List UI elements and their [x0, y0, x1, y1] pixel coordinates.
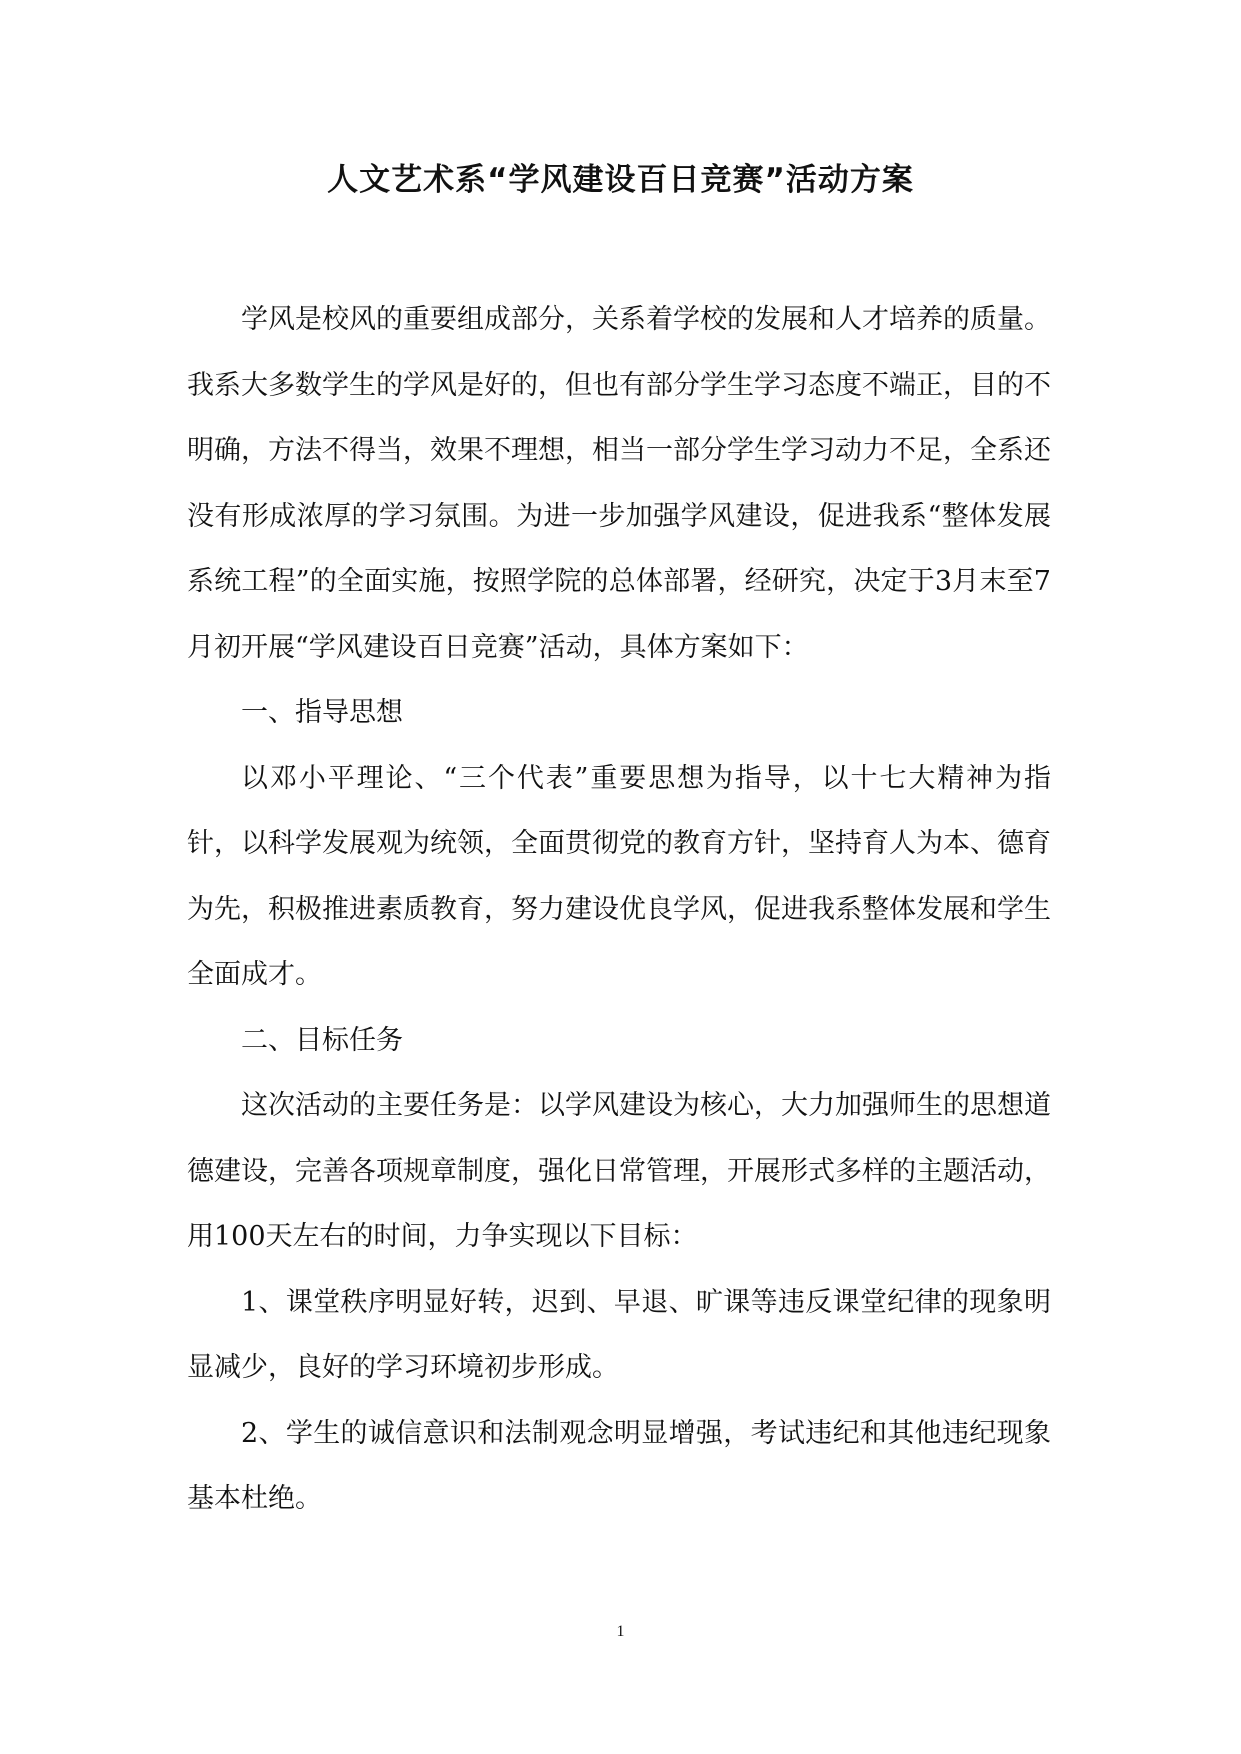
- section-heading-goals: 二、目标任务: [241, 1024, 403, 1056]
- document-body: [187, 287, 1051, 1532]
- guiding-ideology-paragraph: 以邓小平理论、“三个代表”重要思想为指导，以十七大精神为指针，以科学发展观为统领，全面贯彻党的教育方针，坚持育人为本、德育为先，积极推进素质教育，努力建设优良学风，促进我系整体发展和学生全面成才。: [187, 762, 1051, 990]
- page-number: 1: [616, 1623, 625, 1640]
- section-heading-guiding-ideology: 一、指导思想: [241, 697, 403, 728]
- goal-item-2: 2、学生的诚信意识和法制观念明显增强，考试违纪和其他违纪现象基本杜绝。: [187, 1417, 1051, 1514]
- goal-item-1: 1、课堂秩序明显好转，迟到、早退、旷课等违反课堂纪律的现象明显减少，良好的学习环境初步形成。: [187, 1286, 1051, 1383]
- document-title: 人文艺术系“学风建设百日竞赛”活动方案: [327, 162, 914, 198]
- goals-paragraph: 这次活动的主要任务是：以学风建设为核心，大力加强师生的思想道德建设，完善各项规章制度，强化日常管理，开展形式多样的主题活动，用100天左右的时间，力争实现以下目标：: [187, 1090, 1051, 1252]
- intro-paragraph: 学风是校风的重要组成部分，关系着学校的发展和人才培养的质量。我系大多数学生的学风是好的，但也有部分学生学习态度不端正，目的不明确，方法不得当，效果不理想，相当一部分学生学习动力不足，全系还没有形成浓厚的学习氛围。为进一步加强学风建设，促进我系“整体发展系统工程”的全面实施，按照学院的总体部署，经研究，决定于3月末至7月初开展“学风建设百日竞赛”活动，具体方案如下：: [187, 304, 1051, 663]
